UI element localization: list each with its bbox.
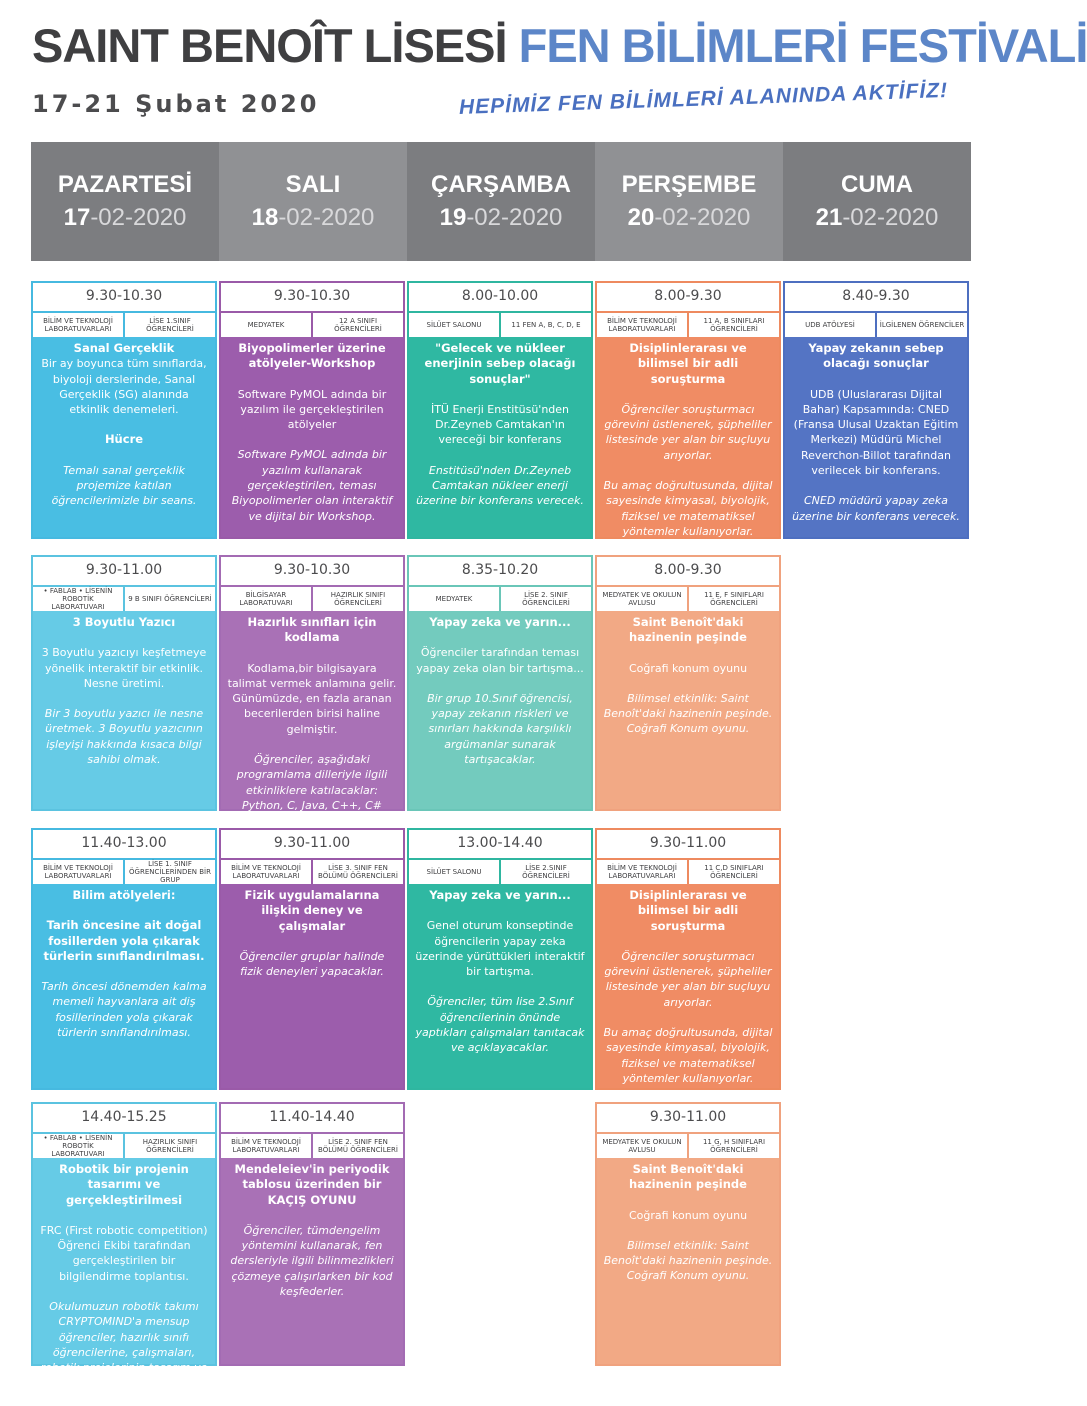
event-title: Yapay zeka ve yarın... xyxy=(429,615,571,629)
event-location: MEDYATEK VE OKULUN AVLUSU xyxy=(602,1138,682,1154)
event-note: Öğrenciler soruşturmacı görevini üstlenerek, şüpheliler listesinde yer alan bir suçluyu arıyorlar. xyxy=(604,402,772,462)
day-date: 18-02-2020 xyxy=(251,204,375,231)
event-note: Okulumuzun robotik takımı CRYPTOMIND'a mensup öğrenciler, hazırlık sınıfı öğrencilerine, çalışmaları, robotik projelerinin tasarım ve gerçekleşmeleri hakkında bilgi verecekler. xyxy=(39,1300,209,1405)
event-body xyxy=(33,611,215,809)
event-card xyxy=(31,555,217,811)
event-card xyxy=(31,828,217,1090)
event-time: 8.35-10.20 xyxy=(409,557,591,585)
event-meta xyxy=(409,585,591,611)
event-title: "Gelecek ve nükleer enerjinin sebep olacağı sonuçlar" xyxy=(424,341,576,386)
event-time: 9.30-10.30 xyxy=(33,283,215,311)
event-audience: HAZIRLIK SINIFI ÖĞRENCİLERİ xyxy=(123,1134,215,1158)
event-meta xyxy=(597,1132,779,1158)
event-note: Bir grup 10.Sınıf öğrencisi, yapay zekanın riskleri ve sınırları hakkında karşılıklı argümanlar sunarak tartışacaklar. xyxy=(427,691,573,767)
event-location: BİLİM VE TEKNOLOJİ LABORATUVARLARI xyxy=(43,864,113,880)
event-audience: LİSE 1.SINIF ÖĞRENCİLERİ xyxy=(123,313,215,337)
event-meta xyxy=(33,1132,215,1158)
event-title: Bilim atölyeleri: xyxy=(72,888,176,902)
event-subtitle: Tarih öncesine ait doğal fosillerden yola çıkarak türlerin sınıflandırılması. xyxy=(43,918,205,963)
event-description: FRC (First robotic competition) Öğrenci Ekibi tarafından gerçekleştirilen bir bilgilendirme toplantısı. xyxy=(40,1223,208,1283)
event-location: SİLÜET SALONU xyxy=(426,868,482,876)
event-time: 11.40-13.00 xyxy=(33,830,215,858)
event-meta xyxy=(221,311,403,337)
event-body xyxy=(597,884,779,1088)
event-location: BİLİM VE TEKNOLOJİ LABORATUVARLARI xyxy=(231,864,301,880)
event-audience: HAZIRLIK SINIFI ÖĞRENCİLERİ xyxy=(311,587,403,611)
event-body xyxy=(33,337,215,537)
event-location: MEDYATEK VE OKULUN AVLUSU xyxy=(602,591,682,607)
event-audience: LİSE 1. SINIF ÖĞRENCİLERİNDEN BİR GRUP xyxy=(123,860,215,884)
event-description: Öğrenciler tarafından teması yapay zeka olan bir tartışma... xyxy=(416,646,584,675)
event-time: 9.30-11.00 xyxy=(221,830,403,858)
day-header-friday xyxy=(783,142,971,261)
event-card xyxy=(31,281,217,539)
day-date: 20-02-2020 xyxy=(627,204,751,231)
day-header-tuesday xyxy=(219,142,407,261)
event-card xyxy=(595,828,781,1090)
event-note: Öğrenciler soruşturmacı görevini üstlenerek, şüpheliler listesinde yer alan bir suçluyu arıyorlar. xyxy=(604,949,772,1009)
event-time: 8.40-9.30 xyxy=(785,283,967,311)
event-card xyxy=(219,555,405,811)
event-body xyxy=(221,337,403,537)
event-description: Coğrafi konum oyunu xyxy=(628,661,748,675)
day-header-thursday xyxy=(595,142,783,261)
event-title: Sanal Gerçeklik xyxy=(73,341,175,355)
event-note: Bu amaç doğrultusunda, dijital sayesinde kimyasal, biyolojik, fiziksel ve matematiksel yöntemler kullanıyorlar. xyxy=(603,479,773,538)
event-description: Genel oturum konseptinde öğrencilerin yapay zeka üzerinde yürüttükleri interaktif bir tartışma. xyxy=(415,919,585,979)
event-card xyxy=(783,281,969,539)
event-meta xyxy=(409,311,591,337)
event-time: 9.30-11.00 xyxy=(597,1104,779,1132)
event-note: Bir 3 boyutlu yazıcı ile nesne üretmek. 3 Boyutlu yazıcının işleyişi hakkında kısaca bilgi sahibi olmak. xyxy=(44,707,204,767)
event-note: Software PyMOL adında bir yazılım kullanarak gerçekleştirilen, teması Biyopolimerler olan interaktif ve dijital bir Workshop. xyxy=(231,448,393,523)
event-card xyxy=(407,281,593,539)
event-meta xyxy=(785,311,967,337)
event-body xyxy=(409,337,591,537)
event-description: UDB (Uluslararası Dijital Bahar) Kapsamında: CNED (Fransa Ulusal Uzaktan Eğitim Merkezi) Müdürü Michel Reverchon-Billot tarafından verilecek bir konferans. xyxy=(793,387,959,478)
event-time: 9.30-10.30 xyxy=(221,557,403,585)
event-audience: İLGİLENEN ÖĞRENCİLER xyxy=(875,313,967,337)
event-time: 8.00-9.30 xyxy=(597,283,779,311)
event-location: BİLGİSAYAR LABORATUVARI xyxy=(239,591,293,607)
event-time: 9.30-11.00 xyxy=(597,830,779,858)
day-date: 21-02-2020 xyxy=(815,204,939,231)
event-body xyxy=(785,337,967,537)
event-description: Kodlama,bir bilgisayara talimat vermek anlamına gelir. Günümüzde, en fazla aranan becerilerden birisi haline gelmiştir. xyxy=(227,661,397,736)
event-audience: 11 C,D SINIFLARI ÖĞRENCİLERİ xyxy=(687,860,779,884)
event-title: Biyopolimerler üzerine atölyeler-Workshop xyxy=(238,341,386,371)
event-audience: LİSE 3. SINIF FEN BÖLÜMÜ ÖĞRENCİLERİ xyxy=(311,860,403,884)
event-note: Bilimsel etkinlik: Saint Benoît'daki hazinenin peşinde. Coğrafi Konum oyunu. xyxy=(603,1238,773,1283)
event-description: İTÜ Enerji Enstitüsü'nden Dr.Zeyneb Camtakan'ın vereceği bir konferans xyxy=(430,402,570,447)
event-meta xyxy=(221,585,403,611)
event-card xyxy=(407,828,593,1090)
event-location: BİLİM VE TEKNOLOJİ LABORATUVARLARI xyxy=(43,317,113,333)
event-audience: 9 B SINIFI ÖĞRENCİLERİ xyxy=(123,587,215,611)
event-audience: 11 E, F SINIFLARI ÖĞRENCİLERİ xyxy=(687,587,779,611)
event-body xyxy=(409,611,591,809)
event-time: 8.00-9.30 xyxy=(597,557,779,585)
event-meta xyxy=(221,1132,403,1158)
event-note: Öğrenciler, tüm lise 2.Sınıf öğrencilerinin önünde yaptıkları çalışmaları tanıtacak ve açıklayacaklar. xyxy=(415,995,585,1055)
event-body xyxy=(597,611,779,809)
event-body xyxy=(33,1158,215,1405)
event-description: Software PyMOL adında bir yazılım ile gerçekleştirilen atölyeler xyxy=(237,387,387,432)
day-name: PAZARTESİ xyxy=(57,171,193,198)
event-subtitle: Hücre xyxy=(104,432,144,447)
event-time: 14.40-15.25 xyxy=(33,1104,215,1132)
event-meta xyxy=(597,585,779,611)
event-time: 8.00-10.00 xyxy=(409,283,591,311)
event-note: Bilimsel etkinlik: Saint Benoît'daki hazinenin peşinde. Coğrafi Konum oyunu. xyxy=(603,691,773,736)
event-audience: 11 FEN A, B, C, D, E xyxy=(499,313,591,337)
event-card xyxy=(31,1102,217,1405)
event-body xyxy=(221,611,403,812)
festival-dates: 17-21 Şubat 2020 xyxy=(32,90,320,118)
school-name: SAINT BENOÎT LİSESİ xyxy=(32,19,507,72)
festival-name: FEN BİLİMLERİ FESTİVALİ xyxy=(518,19,1087,72)
event-body xyxy=(597,1158,779,1364)
event-description: Coğrafi konum oyunu xyxy=(628,1208,748,1222)
event-title: Yapay zeka ve yarın... xyxy=(429,888,571,902)
event-note: Öğrenciler, tümdengelim yöntemini kullanarak, fen dersleriyle ilgili bilinmezlikleri çözmeye çalışırlarken bir kod keşfederler. xyxy=(230,1223,394,1299)
event-note: Öğrenciler, aşağıdaki programlama dilleriyle ilgili etkinliklere katılacaklar: Python, C, Java, C++, C# xyxy=(236,753,388,812)
event-card xyxy=(595,281,781,539)
event-card xyxy=(219,828,405,1090)
day-header-monday xyxy=(31,142,219,261)
event-title: Saint Benoît'daki hazinenin peşinde xyxy=(629,1162,747,1192)
event-time: 9.30-11.00 xyxy=(33,557,215,585)
event-location: SİLÜET SALONU xyxy=(426,321,482,329)
event-location: BİLİM VE TEKNOLOJİ LABORATUVARLARI xyxy=(231,1138,301,1154)
event-audience: 11 G, H SINIFLARI ÖĞRENCİLERİ xyxy=(687,1134,779,1158)
event-location: MEDYATEK xyxy=(247,321,285,329)
page-title xyxy=(32,16,1087,76)
event-note: Temalı sanal gerçeklik projemize katılan öğrencilerimizle bir seans. xyxy=(51,463,197,508)
event-title: Disiplinlerarası ve bilimsel bir adli soruşturma xyxy=(629,341,747,386)
event-time: 9.30-10.30 xyxy=(221,283,403,311)
event-title: Saint Benoît'daki hazinenin peşinde xyxy=(629,615,747,645)
slogan: HEPİMİZ FEN BİLİMLERİ ALANINDA AKTİFİZ! xyxy=(458,78,949,119)
event-audience: 11 A, B SINIFLARI ÖĞRENCİLERİ xyxy=(687,313,779,337)
event-note: Öğrenciler gruplar halinde fizik deneyleri yapacaklar. xyxy=(239,949,385,979)
event-card xyxy=(595,555,781,811)
event-card xyxy=(219,1102,405,1366)
event-note: CNED müdürü yapay zeka üzerine bir konferans verecek. xyxy=(792,494,960,523)
event-location: BİLİM VE TEKNOLOJİ LABORATUVARLARI xyxy=(607,317,677,333)
event-body xyxy=(409,884,591,1088)
day-header-wednesday xyxy=(407,142,595,261)
event-audience: LİSE 2.SINIF ÖĞRENCİLERİ xyxy=(499,860,591,884)
event-time: 11.40-14.40 xyxy=(221,1104,403,1132)
event-location: • FABLAB • LİSENİN ROBOTİK LABORATUVARI xyxy=(43,587,113,611)
event-title: Yapay zekanın sebep olacağı sonuçlar xyxy=(808,341,944,371)
event-meta xyxy=(409,858,591,884)
event-description: 3 Boyutlu yazıcıyı keşfetmeye yönelik interaktif bir etkinlik. Nesne üretimi. xyxy=(41,646,207,690)
event-note: Bu amaç doğrultusunda, dijital sayesinde kimyasal, biyolojik, fiziksel ve matematiksel yöntemler kullanıyorlar. xyxy=(603,1026,773,1085)
event-meta xyxy=(33,311,215,337)
day-name: PERŞEMBE xyxy=(621,171,757,198)
day-name: CUMA xyxy=(841,171,913,198)
event-meta xyxy=(221,858,403,884)
day-date: 19-02-2020 xyxy=(439,204,563,231)
event-location: • FABLAB • LİSENİN ROBOTİK LABORATUVARI xyxy=(43,1134,113,1158)
event-title: Disiplinlerarası ve bilimsel bir adli soruşturma xyxy=(629,888,747,933)
event-location: UDB ATÖLYESİ xyxy=(805,321,855,329)
event-body xyxy=(33,884,215,1088)
day-name: SALI xyxy=(285,171,341,198)
event-audience: LİSE 2. SINIF FEN BÖLÜMÜ ÖĞRENCİLERİ xyxy=(311,1134,403,1158)
event-title: 3 Boyutlu Yazıcı xyxy=(72,615,176,629)
day-date: 17-02-2020 xyxy=(63,204,187,231)
event-location: MEDYATEK xyxy=(435,595,473,603)
event-description: Bir ay boyunca tüm sınıflarda, biyoloji derslerinde, Sanal Gerçeklik (SG) alanında etkinlik denemeleri. xyxy=(41,357,207,417)
event-card xyxy=(407,555,593,811)
event-meta xyxy=(33,858,215,884)
event-audience: 12 A SINIFI ÖĞRENCİLERİ xyxy=(311,313,403,337)
event-location: BİLİM VE TEKNOLOJİ LABORATUVARLARI xyxy=(607,864,677,880)
event-title: Fizik uygulamalarına ilişkin deney ve çalışmalar xyxy=(244,888,380,933)
event-meta xyxy=(33,585,215,611)
event-title: Mendeleiev'in periyodik tablosu üzerinden bir KAÇIŞ OYUNU xyxy=(234,1162,390,1207)
event-card xyxy=(595,1102,781,1366)
event-note: Enstitüsü'nden Dr.Zeyneb Camtakan nükleer enerji üzerine bir konferans verecek. xyxy=(416,463,584,508)
event-card xyxy=(219,281,405,539)
event-audience: LİSE 2. SINIF ÖĞRENCİLERİ xyxy=(499,587,591,611)
event-title: Hazırlık sınıfları için kodlama xyxy=(247,615,377,645)
event-note: Tarih öncesi dönemden kalma memeli hayvanlara ait diş fosillerinden yola çıkarak türlerin sınıflandırılması. xyxy=(41,980,207,1040)
day-name: ÇARŞAMBA xyxy=(431,171,571,198)
event-body xyxy=(597,337,779,537)
event-meta xyxy=(597,858,779,884)
event-body xyxy=(221,1158,403,1364)
event-body xyxy=(221,884,403,1088)
event-time: 13.00-14.40 xyxy=(409,830,591,858)
event-meta xyxy=(597,311,779,337)
event-title: Robotik bir projenin tasarımı ve gerçekleştirilmesi xyxy=(59,1162,189,1207)
